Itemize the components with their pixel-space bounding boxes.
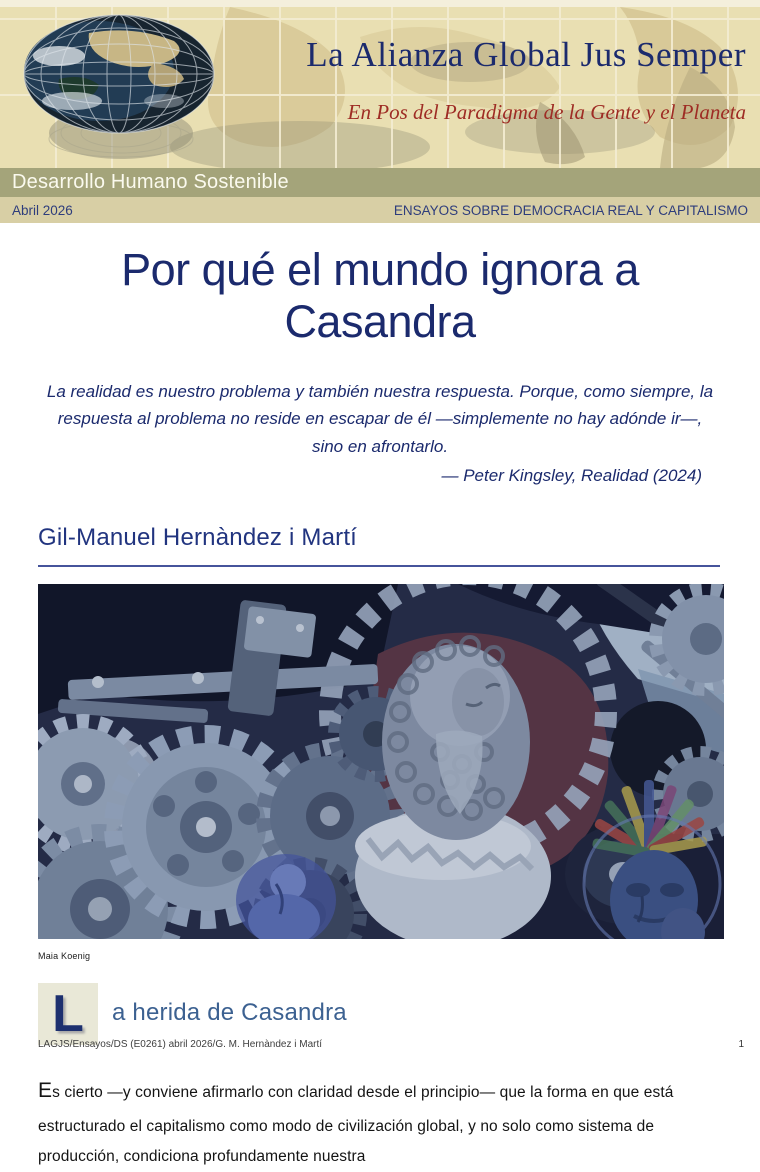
section-bar [0,168,760,197]
meta-series: ENSAYOS SOBRE DEMOCRACIA REAL Y CAPITALISMO [393,202,748,218]
drop-cap: L [52,984,84,1043]
top-strip [0,0,760,7]
epigraph-text: La realidad es nuestro problema y también nuestra respuesta. Porque, como siempre, la respuesta al problema no reside en escapar de él —simplemente no hay adónde ir—, sino en afrontarlo. [46,381,714,456]
hero-collage-image [38,584,724,939]
globe-logo [14,11,229,168]
epigraph [44,378,716,490]
article [0,244,760,1172]
footer-credit: LAGJS/Ensayos/DS (E0261) abril 2026/G. M. Hernàndez i Martí [38,1039,323,1050]
org-tagline: En Pos del Paradigma de la Gente y el Planeta [347,100,746,124]
page-number: 1 [738,1039,744,1050]
section-heading [38,983,722,1045]
article-title: Por qué el mundo ignora a Casandra [121,244,639,347]
divider-rule [38,565,720,567]
body-paragraph: Es cierto —y conviene afirmarlo con claridad desde el principio— que la forma en que está estructurado el capitalismo como modo de civilización global, y no solo como sistema de producción, condiciona profundamente nuestra [38,1078,674,1165]
author-byline: Gil-Manuel Hernàndez i Martí [38,523,358,551]
meta-date: Abril 2026 [12,202,73,218]
drop-cap-box [38,983,98,1045]
section-bar-label: Desarrollo Humano Sostenible [12,171,289,193]
section-heading-text: a herida de Casandra [112,998,347,1026]
meta-bar [0,197,760,223]
org-name: La Alianza Global Jus Semper [306,35,746,74]
figure-caption: Maia Koenig [38,950,91,961]
epigraph-attribution: — Peter Kingsley, Realidad (2024) [441,466,702,486]
masthead [0,7,760,168]
page-footer [0,1039,760,1050]
